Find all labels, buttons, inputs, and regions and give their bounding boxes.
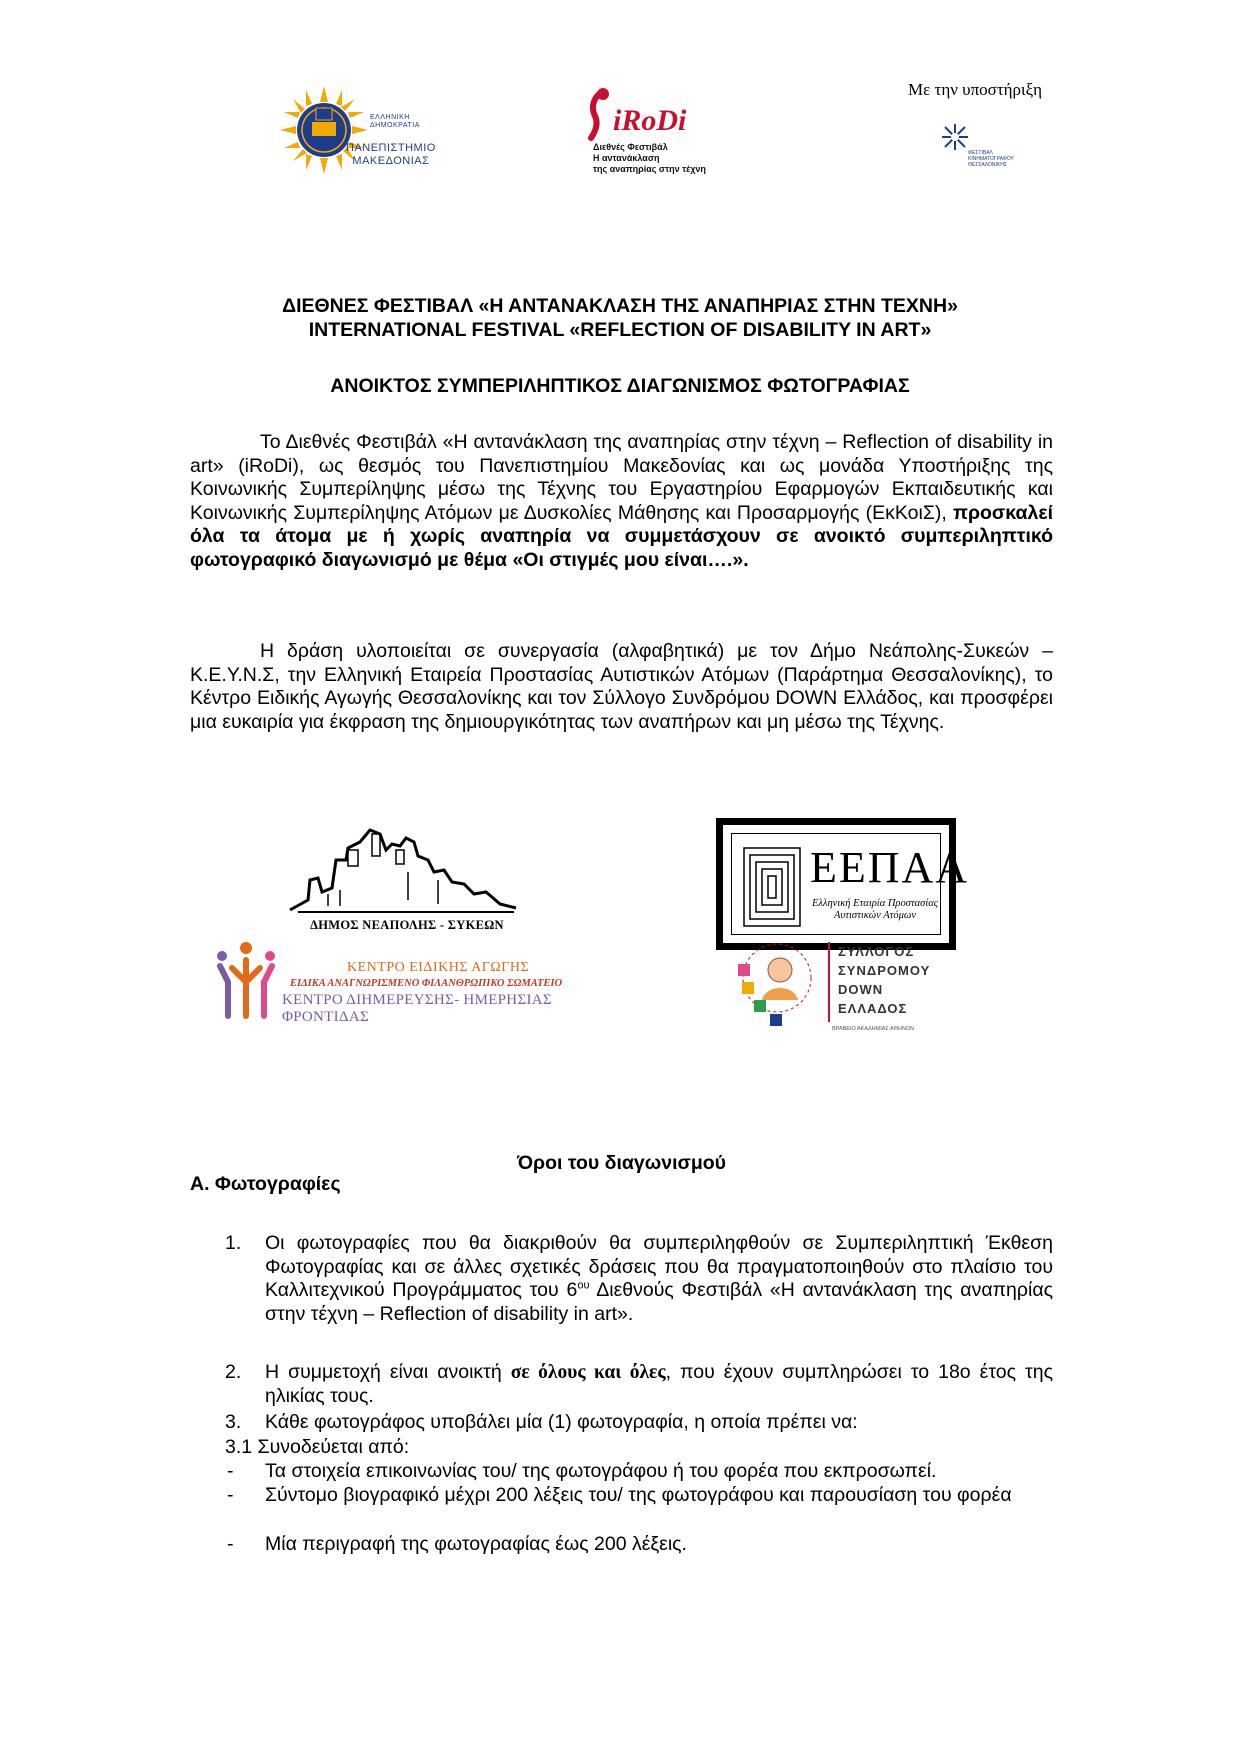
irodi-subtitle: Διεθνές Φεστιβάλ Η αντανάκλαση της αναπηρίας στην τέχνη (593, 142, 706, 174)
title-greek: ΔΙΕΘΝΕΣ ΦΕΣΤΙΒΑΛ «Η ΑΝΤΑΝΑΚΛΑΣΗ ΤΗΣ ΑΝΑΠΗΡΙΑΣ ΣΤΗΝ ΤΕΧΝΗ» (282, 295, 958, 317)
title-english: INTERNATIONAL FESTIVAL «REFLECTION OF DISABILITY IN ART» (308, 319, 932, 341)
university-of-macedonia-logo (278, 84, 443, 184)
terms-title: Όροι του διαγωνισμού (516, 1152, 727, 1174)
list-item (225, 1232, 1053, 1350)
eepaa-frame (731, 833, 970, 935)
item-text: Κάθε φωτογράφος υποβάλει μία (1) φωτογραφία, η οποία πρέπει να: (265, 1411, 858, 1433)
down-association-name: ΣΥΛΛΟΓΟΣ ΣΥΝΔΡΟΜΟΥ DOWN ΕΛΛΑΔΟΣ (838, 944, 931, 1016)
contest-title: ΑΝΟΙΚΤΟΣ ΣΥΜΠΕΡΙΛΗΠΤΙΚΟΣ ΔΙΑΓΩΝΙΣΜΟΣ ΦΩΤΟΓΡΑΦΙΑΣ (330, 375, 910, 397)
item-number: 2. (225, 1361, 242, 1383)
dash-list-item (225, 1460, 1053, 1484)
keag-subtitle: ΕΙΔΙΚΑ ΑΝΑΓΝΩΡΙΣΜΕΝΟ ΦΙΛΑΝΘΡΩΠΙΚΟ ΣΩΜΑΤΕΙΟ (290, 978, 563, 989)
dash-marker: - (227, 1460, 234, 1482)
irodi-logo (585, 86, 735, 186)
people-figures-icon (212, 938, 282, 1020)
castle-walls-icon (288, 820, 518, 915)
dimos-neapolis-sykeon-logo (288, 820, 518, 938)
down-separator (828, 942, 830, 1022)
eepaa-subtitle: Ελληνική Εταιρία Προστασίας Αυτιστικών Ατόμων (811, 898, 939, 921)
down-child-emblem (732, 934, 822, 1034)
item-text: Η συμμετοχή είναι ανοικτή σε όλους και όλες, που έχουν συμπληρώσει το 18ο έτος της ηλικίας τους. (265, 1361, 1053, 1407)
item-text: Οι φωτογραφίες που θα διακριθούν θα συμπεριληφθούν σε Συμπεριληπτική Έκθεση Φωτογραφίας και σε άλλες σχετικές δράσεις που θα πραγματοποιηθούν στο πλαίσιο του Καλλιτεχνικού Προγράμματος του $6^{o\upsilon}$ Διεθνούς Φεστιβάλ «Η αντανάκλαση της αναπηρίας στην τέχνη – Reflection of disability in art». (265, 1232, 1053, 1325)
thessaloniki-film-festival-logo (940, 122, 1014, 172)
list-item (225, 1411, 1053, 1435)
dash-item-text: Σύντομο βιογραφικό μέχρι 200 λέξεις του/ της φωτογράφου και παρουσίαση του φορέα (265, 1484, 1012, 1506)
dash-list-item (225, 1533, 1053, 1557)
invitation-text: προσκαλεί όλα τα άτομα με ή χωρίς αναπηρία να συμμετάσχουν σε ανοικτό συμπεριληπτικό φωτογραφικό διαγωνισμό με θέμα «Οι στιγμές μου είναι….». (190, 501, 1053, 571)
uom-name-text: ΠΑΝΕΠΙΣΤΗΜΙΟ ΜΑΚΕΔΟΝΙΑΣ (346, 142, 436, 167)
kentro-eidikis-agogis-logo (212, 938, 612, 1025)
dimos-caption: ΔΗΜΟΣ ΝΕΑΠΟΛΗΣ - ΣΥΚΕΩΝ (310, 918, 504, 932)
irodi-wordmark: iRoDi (613, 104, 687, 137)
tiff-text: ΦΕΣΤΙΒΑΛ ΚΙΝΗΜΑΤΟΓΡΑΦΟΥ ΘΕΣΣΑΛΟΝΙΚΗΣ (968, 150, 1014, 168)
collaboration-paragraph: Η δράση υλοποιείται σε συνεργασία (αλφαβητικά) με τον Δήμο Νεάπολης-Συκεών – Κ.Ε.Υ.Ν.Σ, την Ελληνική Εταιρεία Προστασίας Αυτιστικών Ατόμων (Παράρτημα Θεσσαλονίκης), το Κέντρο Ειδικής Αγωγής Θεσσαλονίκης και τον Σύλλογο Συνδρόμου DOWN Ελλάδος, και προσφέρει μια ευκαιρία για έκφραση της δημιουργικότητας των αναπήρων και μη μέσω της Τέχνης. (190, 640, 1053, 733)
eepaa-logo (716, 818, 970, 950)
item-number: 1. (225, 1232, 242, 1254)
keag-centre-text: ΚΕΝΤΡΟ ΔΙΗΜΕΡΕΥΣΗΣ- ΗΜΕΡΗΣΙΑΣ ΦΡΟΝΤΙΔΑΣ (282, 992, 552, 1025)
support-text: Με την υποστήριξη (908, 80, 1043, 99)
section-a-heading: Α. Φωτογραφίες (190, 1173, 341, 1195)
maze-icon (740, 842, 804, 932)
dash-item-text: Τα στοιχεία επικοινωνίας του/ της φωτογράφου ή του φορέα που εκπροσωπεί. (265, 1460, 937, 1482)
dash-list-item (225, 1484, 1053, 1532)
subsection-3-1: 3.1 Συνοδεύεται από: (225, 1436, 410, 1458)
tiff-star-icon (940, 122, 970, 152)
uom-government-text: ΕΛΛΗΝΙΚΗ ΔΗΜΟΚΡΑΤΙΑ (370, 114, 420, 129)
dash-item-text: Μία περιγραφή της φωτογραφίας έως 200 λέξεις. (265, 1533, 687, 1555)
item-number: 3. (225, 1411, 242, 1433)
dash-marker: - (227, 1484, 234, 1506)
keag-title: ΚΕΝΤΡΟ ΕΙΔΙΚΗΣ ΑΓΩΓΗΣ (347, 960, 530, 975)
down-award-text: ΒΡΑΒΕΙΟ ΑΚΑΔΗΜΙΑΣ ΑΘΗΝΩΝ (832, 1026, 914, 1032)
eepaa-title: ΕΕΠΑΑ (810, 843, 970, 892)
list-item (225, 1361, 1053, 1409)
down-syndrome-association-logo (732, 934, 964, 1034)
irodi-pomegranate-icon (585, 86, 615, 142)
dash-marker: - (227, 1533, 234, 1555)
intro-paragraph: Το Διεθνές Φεστιβάλ «Η αντανάκλαση της αναπηρίας στην τέχνη – Reflection of disability in art» (iRoDi), ως θεσμός του Πανεπιστημίου Μακεδονίας και ως μονάδα Υποστήριξης της Κοινωνικής Συμπερίληψης μέσω της Τέχνης του Εργαστηρίου Εφαρμογών Εκπαιδευτικής και Κοινωνικής Συμπερίληψης Ατόμων με Δυσκολίες Μάθησης και Προσαρμογής (ΕκΚοιΣ), προσκαλεί όλα τα άτομα με ή χωρίς αναπηρία να συμμετάσχουν σε ανοικτό συμπεριληπτικό φωτογραφικό διαγωνισμό με θέμα «Οι στιγμές μου είναι….». (190, 431, 1053, 571)
